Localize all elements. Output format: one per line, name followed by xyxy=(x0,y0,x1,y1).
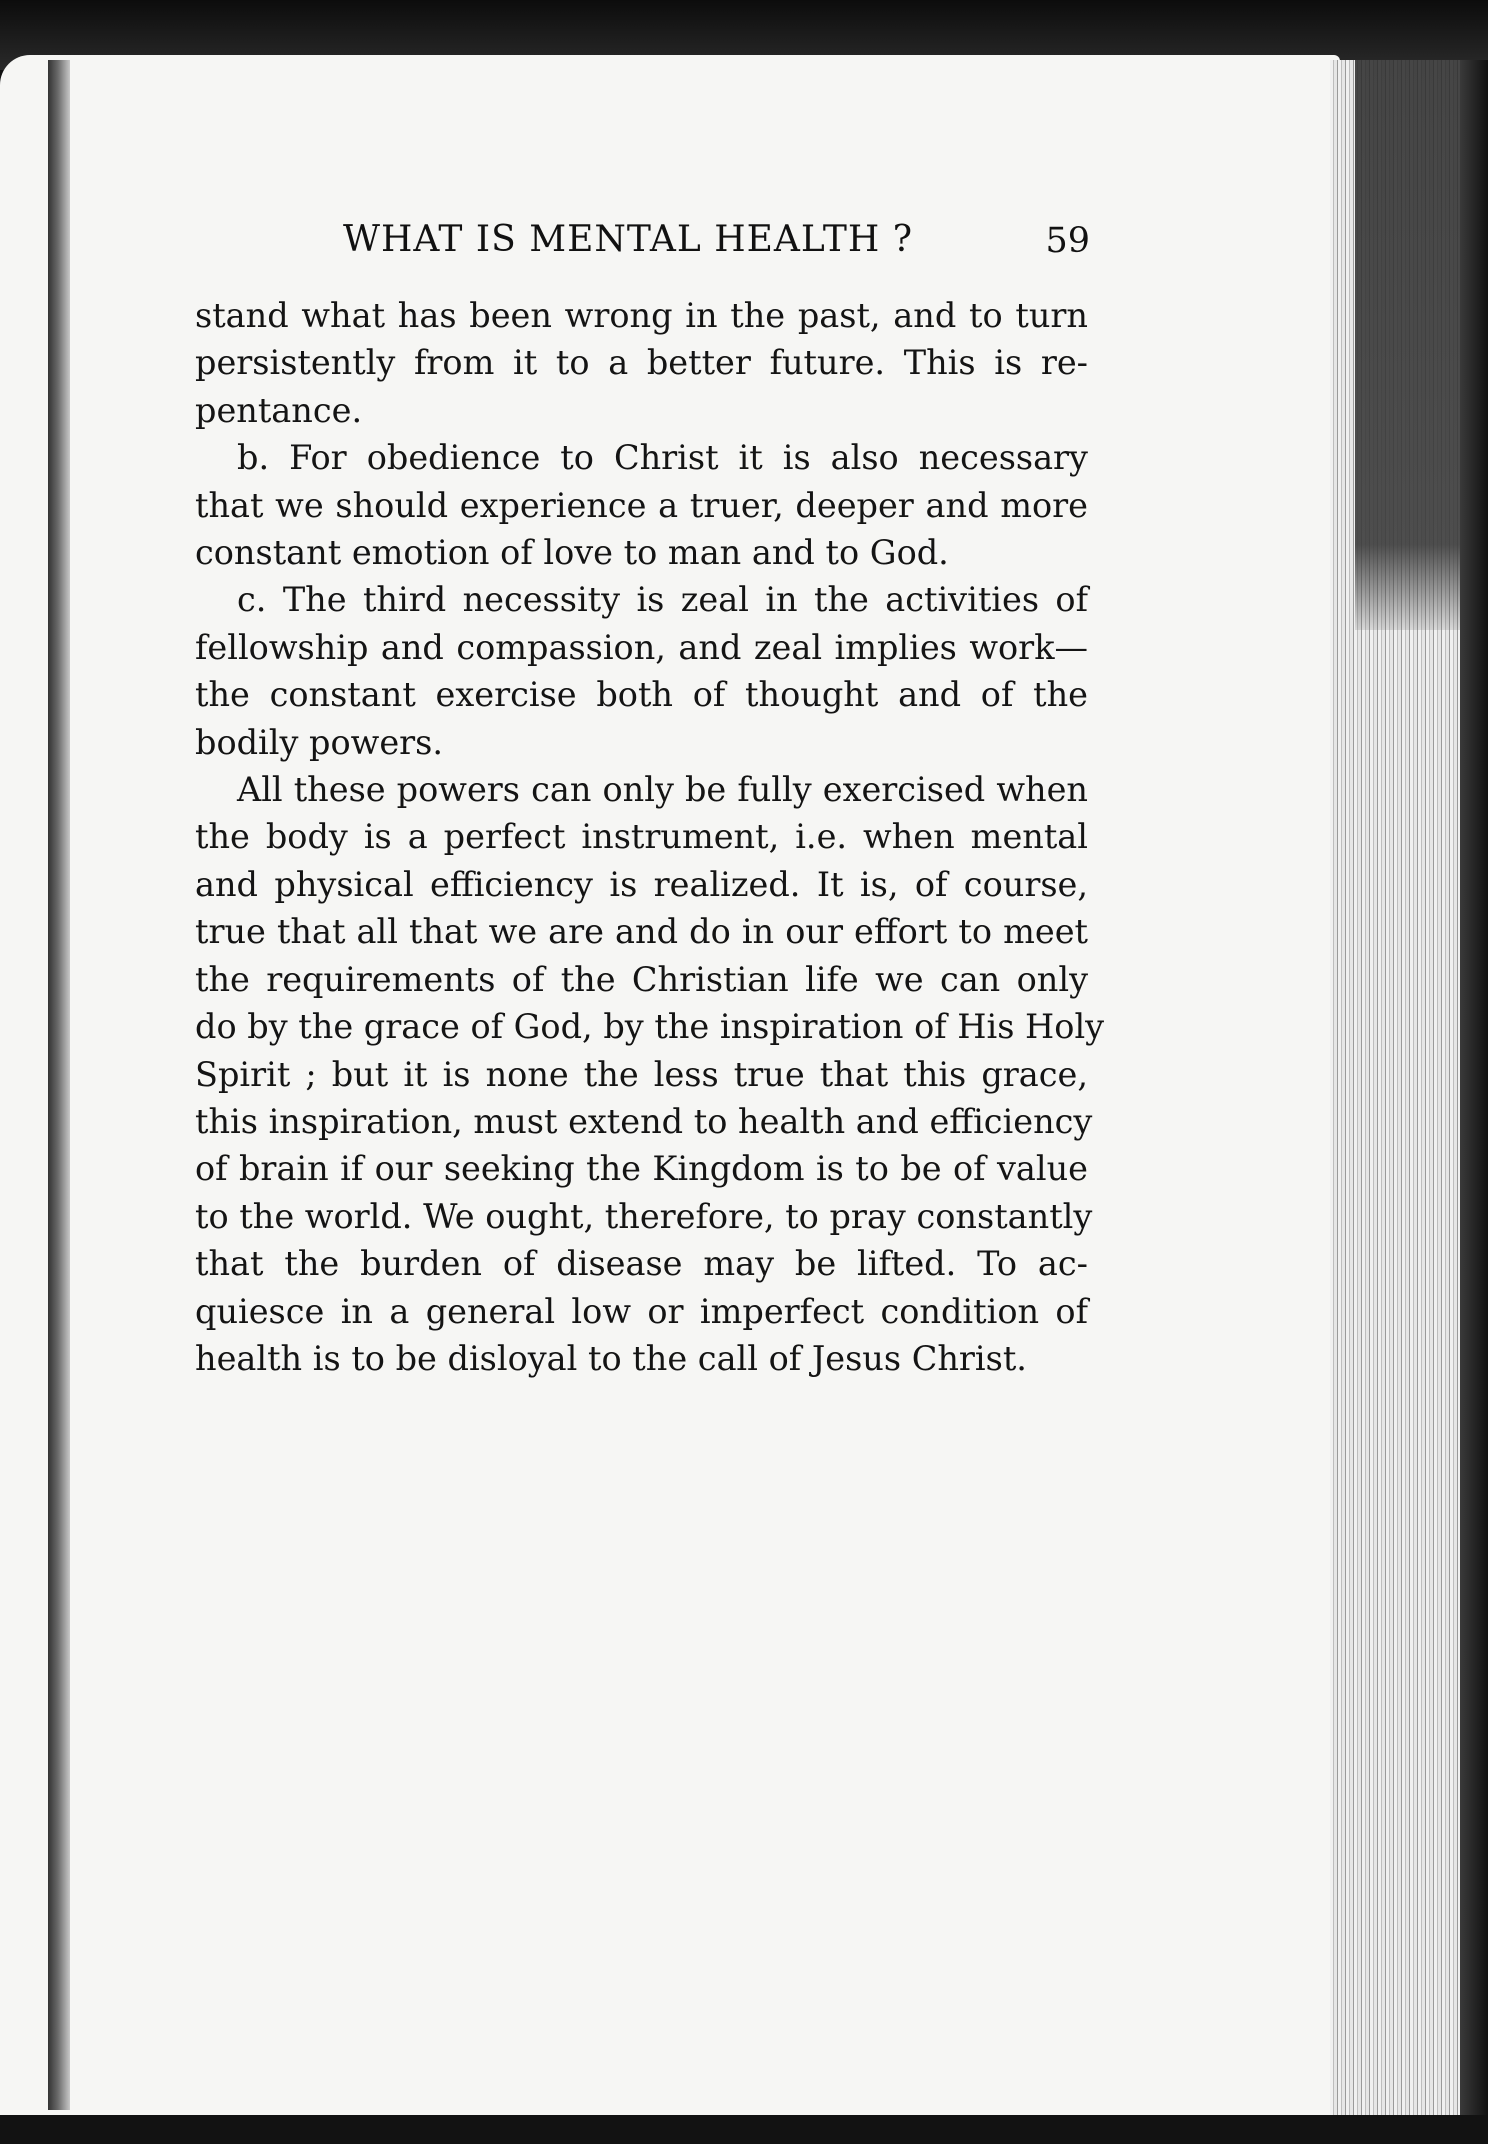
text-line: true that all that we are and do in our effort to meet xyxy=(195,912,1088,952)
body-text xyxy=(195,292,1105,1382)
page-gutter xyxy=(48,60,70,2110)
text-line: the requirements of the Christian life we can only xyxy=(195,959,1088,999)
text-line: constant emotion of love to man and to God. xyxy=(195,533,949,573)
text-line: persistently from it to a better future. This is re- xyxy=(195,343,1088,383)
text-line: fellowship and compassion, and zeal implies work— xyxy=(195,627,1088,667)
text-line: to the world. We ought, therefore, to pray constantly xyxy=(195,1196,1093,1236)
paragraph xyxy=(195,576,1088,766)
text-line: All these powers can only be fully exercised when xyxy=(237,770,1088,810)
paragraph xyxy=(195,766,1105,1382)
text-line: of brain if our seeking the Kingdom is to be of value xyxy=(195,1149,1088,1189)
text-line: Spirit ; but it is none the less true that this grace, xyxy=(195,1054,1088,1094)
paragraph xyxy=(195,292,1088,434)
paragraph xyxy=(195,434,1088,576)
text-line: that the burden of disease may be lifted. To ac- xyxy=(195,1244,1088,1284)
text-line: b. For obedience to Christ it is also necessary xyxy=(237,438,1088,478)
text-line: do by the grace of God, by the inspiration of His Holy xyxy=(195,1007,1105,1047)
scan-bottom-shadow xyxy=(0,2115,1488,2144)
book-cover-edge xyxy=(1460,60,1488,2120)
page-number: 59 xyxy=(1045,221,1090,261)
text-line: the body is a perfect instrument, i.e. when mental xyxy=(195,817,1088,857)
running-head-title: WHAT IS MENTAL HEALTH ? xyxy=(343,219,914,260)
text-line: pentance. xyxy=(195,390,363,430)
text-line: that we should experience a truer, deeper and more xyxy=(195,485,1088,525)
text-line: bodily powers. xyxy=(195,722,444,762)
text-line: health is to be disloyal to the call of Jesus Christ. xyxy=(195,1338,1027,1378)
text-line: stand what has been wrong in the past, and to turn xyxy=(195,296,1088,335)
text-line: c. The third necessity is zeal in the activities of xyxy=(237,580,1088,620)
text-line: quiesce in a general low or imperfect condition of xyxy=(195,1291,1088,1331)
text-line: the constant exercise both of thought and of the xyxy=(195,675,1088,715)
text-line: and physical efficiency is realized. It is, of course, xyxy=(195,864,1088,904)
running-head xyxy=(195,215,1090,275)
text-line: this inspiration, must extend to health and efficiency xyxy=(195,1101,1093,1141)
